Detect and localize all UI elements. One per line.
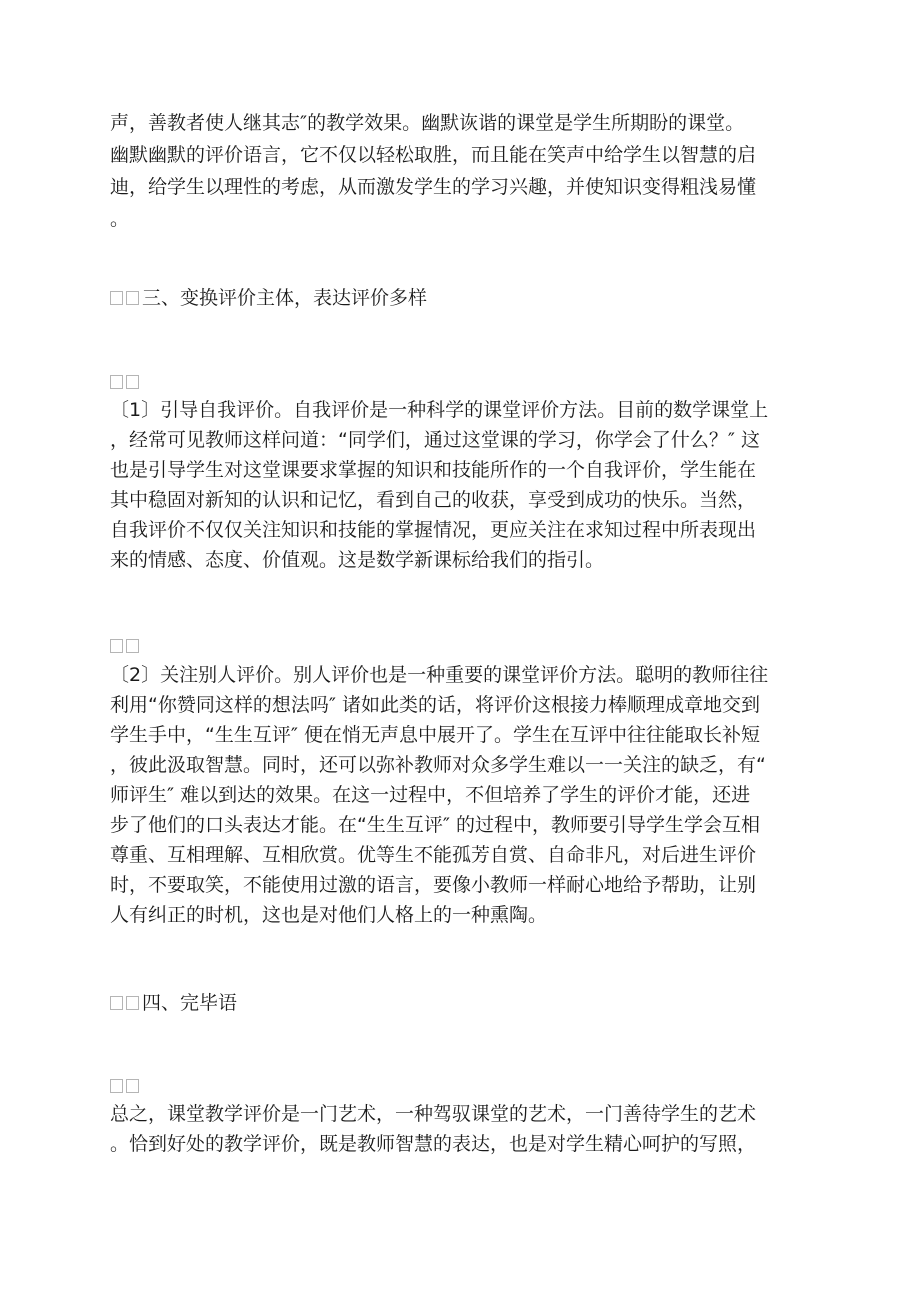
paragraph-marker — [110, 1074, 810, 1098]
heading-text: 三、变换评价主体，表达评价多样 — [142, 287, 428, 309]
placeholder-box-icon — [110, 635, 142, 657]
heading-text: 四、完毕语 — [142, 992, 238, 1014]
paragraph-line: 〔1〕引导自我评价。自我评价是一种科学的课堂评价方法。目前的数学课堂上 — [110, 399, 769, 421]
paragraph-line: 幽默幽默的评价语言，它不仅以轻松取胜，而且能在笑声中给学生以智慧的启 — [110, 144, 757, 166]
paragraph-line: 来的情感、态度、价值观。这是数学新课标给我们的指引。 — [110, 549, 605, 571]
paragraph-line: 人有纠正的时机，这也是对他们人格上的一种熏陶。 — [110, 904, 548, 926]
section-heading-3 — [110, 286, 810, 310]
paragraph-line: 步了他们的口头表达才能。在“生生互评″ 的过程中，教师要引导学生学会互相 — [110, 814, 760, 836]
paragraph-line: 〔2〕关注别人评价。别人评价也是一种重要的课堂评价方法。聪明的教师往往 — [110, 664, 769, 686]
paragraph-line: ，彼此汲取智慧。同时，还可以弥补教师对众多学生难以一一关注的缺乏，有“ — [110, 754, 766, 776]
paragraph-line: 尊重、互相理解、互相欣赏。优等生不能孤芳自赏、自命非凡，对后进生评价 — [110, 844, 757, 866]
paragraph-line: 也是引导学生对这堂课要求掌握的知识和技能所作的一个自我评价，学生能在 — [110, 459, 757, 481]
placeholder-box-icon — [110, 992, 142, 1014]
paragraph-line: 迪，给学生以理性的考虑，从而激发学生的学习兴趣，并使知识变得粗浅易懂 — [110, 176, 757, 198]
paragraph-line: 声，善教者使人继其志″的教学效果。幽默诙谐的课堂是学生所期盼的课堂。 — [110, 112, 745, 134]
placeholder-box-icon — [110, 287, 142, 309]
paragraph-line: 自我评价不仅仅关注知识和技能的掌握情况，更应关注在求知过程中所表现出 — [110, 519, 757, 541]
paragraph-marker — [110, 634, 810, 658]
paragraph-line: 其中稳固对新知的认识和记忆，看到自己的收获，享受到成功的快乐。当然， — [110, 489, 757, 511]
paragraph-marker — [110, 370, 810, 394]
paragraph-line: 时，不要取笑，不能使用过激的语言，要像小教师一样耐心地给予帮助，让别 — [110, 874, 757, 896]
paragraph-line: 。恰到好处的教学评价，既是教师智慧的表达，也是对学生精心呵护的写照， — [110, 1133, 757, 1155]
paragraph-line: ，经常可见教师这样问道：“同学们，通过这堂课的学习，你学会了什么？″ 这 — [110, 429, 760, 451]
placeholder-box-icon — [110, 371, 142, 393]
paragraph-line: 。 — [110, 208, 130, 230]
section-heading-4 — [110, 991, 810, 1015]
placeholder-box-icon — [110, 1075, 142, 1097]
paragraph-line: 总之，课堂教学评价是一门艺术，一种驾驭课堂的艺术，一门善待学生的艺术 — [110, 1103, 757, 1125]
paragraph-line: 学生手中，“生生互评″ 便在悄无声息中展开了。学生在互评中往往能取长补短 — [110, 724, 760, 746]
paragraph-line: 利用“你赞同这样的想法吗″ 诸如此类的话，将评价这根接力棒顺理成章地交到 — [110, 694, 760, 716]
paragraph-line: 师评生″ 难以到达的效果。在这一过程中，不但培养了学生的评价才能，还进 — [110, 784, 751, 806]
